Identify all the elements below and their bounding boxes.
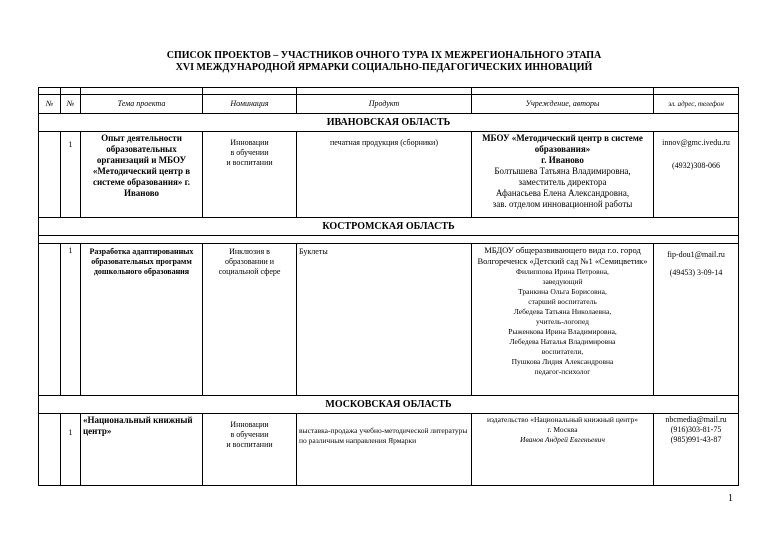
header-contacts: эл. адрес, телефон <box>654 95 739 114</box>
title-line-1: СПИСОК ПРОЕКТОВ – УЧАСТНИКОВ ОЧНОГО ТУРА IX МЕЖРЕГИОНАЛЬНОГО ЭТАПА <box>166 50 602 61</box>
author-line: Иванов Андрей Евгеньевич <box>520 435 605 444</box>
region-name: КОСТРОМСКАЯ ОБЛАСТЬ <box>39 218 739 236</box>
project-contacts <box>654 244 739 396</box>
author-line: Филиппова Ирина Петровна, <box>516 267 609 276</box>
region-name: ИВАНОВСКАЯ ОБЛАСТЬ <box>39 114 739 132</box>
projects-table <box>38 87 739 486</box>
nomination-line: Инклюзия в <box>229 247 270 256</box>
table-row <box>39 414 739 486</box>
row-empty-cell <box>39 414 61 486</box>
row-empty-cell <box>39 244 61 396</box>
contact-phone: (49453) 3-09-14 <box>669 268 723 277</box>
project-product: печатная продукция (сборники) <box>297 132 472 218</box>
header-nomination: Номинация <box>203 95 297 114</box>
project-nomination <box>203 244 297 396</box>
page-number: 1 <box>728 493 733 504</box>
author-line: Афанасьева Елена Александровна, <box>495 188 630 198</box>
table-header-row <box>39 95 739 114</box>
header-institution: Учреждение, авторы <box>472 95 654 114</box>
project-institution <box>472 132 654 218</box>
project-product: выставка-продажа учебно-методической литературы по различным направления Ярмарки <box>297 414 472 486</box>
project-contacts <box>654 132 739 218</box>
author-line: Транкина Ольга Борисовна, <box>518 287 607 296</box>
author-line: воспитатели, <box>541 347 584 356</box>
table-row <box>39 132 739 218</box>
header-no-2: № <box>61 95 81 114</box>
row-number: 1 <box>61 244 81 396</box>
institution-city: г. Иваново <box>541 155 584 165</box>
author-line: заместитель директора <box>518 177 607 187</box>
author-line: Болтышева Татьяна Владимировна, <box>494 166 631 176</box>
nomination-line: Инновации <box>230 420 269 429</box>
region-row <box>39 396 739 414</box>
contact-email[interactable]: fip-dou1@mail.ru <box>667 250 725 259</box>
nomination-line: образовании и <box>224 257 275 266</box>
row-number: 1 <box>61 414 81 486</box>
table-row <box>39 244 739 396</box>
author-line: учитель-логопед <box>536 317 589 326</box>
project-topic: Разработка адаптированных образовательных программ дошкольного образования <box>81 244 203 396</box>
project-nomination <box>203 414 297 486</box>
header-topic: Тема проекта <box>81 95 203 114</box>
author-line: педагог-психолог <box>534 367 591 376</box>
author-line: заведующий <box>542 277 583 286</box>
project-institution <box>472 414 654 486</box>
project-topic: «Национальный книжный центр» <box>81 414 203 486</box>
institution-name: МБОУ «Методический центр в системе образования» <box>482 133 643 154</box>
region-name: МОСКОВСКАЯ ОБЛАСТЬ <box>39 396 739 414</box>
page-title <box>0 50 768 74</box>
region-row <box>39 218 739 236</box>
nomination-line: и воспитании <box>226 158 273 167</box>
contact-email[interactable]: innov@gmc.ivedu.ru <box>662 138 730 147</box>
project-institution <box>472 244 654 396</box>
author-line: Лебедева Наталья Владимировна <box>509 337 616 346</box>
nomination-line: и воспитании <box>226 440 273 449</box>
author-line: старший воспитатель <box>528 297 597 306</box>
nomination-line: в обучении <box>230 430 269 439</box>
nomination-line: в обучении <box>230 148 269 157</box>
author-line: Лебедева Татьяна Николаевна, <box>513 307 612 316</box>
table-spacer-row <box>39 236 739 244</box>
nomination-line: Инновации <box>230 138 269 147</box>
contact-email[interactable]: nbcmedia@mail.ru <box>665 415 727 424</box>
row-number: 1 <box>61 132 81 218</box>
author-line: Пушкова Лидия Александровна <box>511 357 614 366</box>
author-line: зав. отделом инновационной работы <box>492 199 633 209</box>
project-product: Буклеты <box>297 244 472 396</box>
contact-phone: (4932)308-066 <box>672 161 720 170</box>
institution-name: МБДОУ общеразвивающего вида г.о. город Волгореченск «Детский сад №1 «Семицветик» <box>477 245 648 266</box>
region-row <box>39 114 739 132</box>
institution-city: г. Москва <box>547 425 578 434</box>
nomination-line: социальной сфере <box>218 267 281 276</box>
title-line-2: XVI МЕЖДУНАРОДНОЙ ЯРМАРКИ СОЦИАЛЬНО-ПЕДАГОГИЧЕСКИХ ИННОВАЦИЙ <box>175 62 593 73</box>
contact-phone: (916)303-81-75 <box>670 425 722 434</box>
project-contacts <box>654 414 739 486</box>
contact-phone: (985)991-43-87 <box>670 435 722 444</box>
header-no-1: № <box>39 95 61 114</box>
table-spacer-row <box>39 88 739 95</box>
institution-name: издательство «Национальный книжный центр» <box>486 415 639 424</box>
header-product: Продукт <box>297 95 472 114</box>
author-line: Рыженкова Ирина Владимировна, <box>508 327 617 336</box>
project-topic: Опыт деятельности образовательных организаций и МБОУ «Методический центр в системе образования» г. Иваново <box>81 132 203 218</box>
row-empty-cell <box>39 132 61 218</box>
project-nomination <box>203 132 297 218</box>
